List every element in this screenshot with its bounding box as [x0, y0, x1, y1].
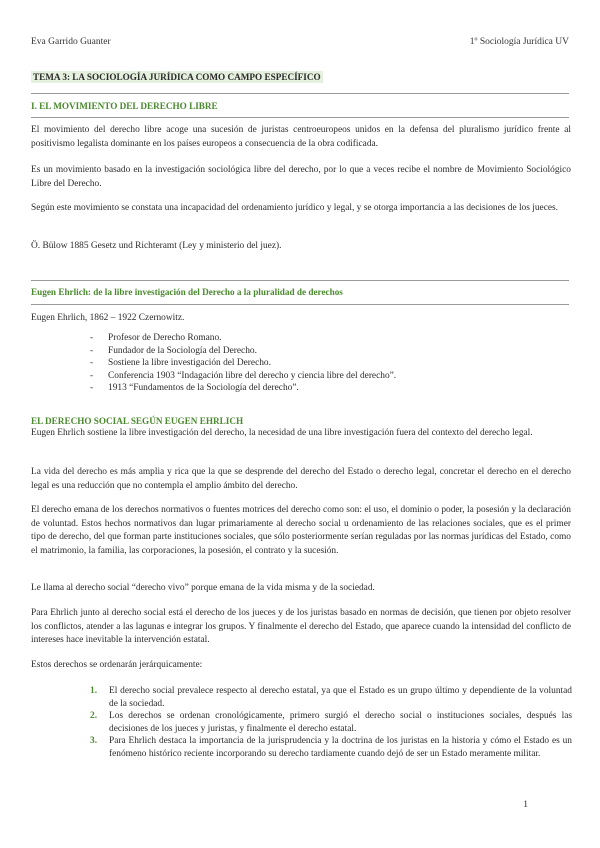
list-item-text: El derecho social prevalece respecto al derecho estatal, ya que el Estado es un grupo último y dependiente de la voluntad de la sociedad. — [109, 686, 572, 709]
section-heading-eugen-ehrlich: Eugen Ehrlich: de la libre investigación del Derecho a la pluralidad de derechos — [31, 287, 343, 297]
list-item-text: Para Ehrlich destaca la importancia de la jurisprudencia y la doctrina de los juristas en la historia y cómo el Estado es un fenómeno histórico reciente incorporando su derecho tardiamente cuando dejó de ser un Estado meramente militar. — [109, 736, 572, 759]
paragraph: Eugen Ehrlich sostiene la libre investigación del derecho, la necesidad de una libre investigación fuera del contexto del derecho legal. — [31, 428, 533, 438]
dash-marker: - — [90, 370, 94, 381]
list-number: 3. — [90, 736, 98, 747]
list-item-text: Profesor de Derecho Romano. — [108, 333, 222, 343]
numbered-list — [90, 685, 572, 761]
section-heading-derecho-social: EL DERECHO SOCIAL SEGÚN EUGEN EHRLICH — [31, 416, 244, 426]
paragraph: Para Ehrlich junto al derecho social está el derecho de los jueces y de los juristas basado en normas de decisión, que tienen por objeto resolver los conflictos, atender a las lagunas e integrar los grupos. Y finalmente el derecho del Estado, que aparece cuando la intensidad del conflicto de intereses hace inevitable la intervención estatal. — [31, 608, 571, 646]
paragraph: Estos derechos se ordenarán jerárquicamente: — [31, 660, 203, 670]
dash-marker: - — [90, 333, 94, 343]
page-number: 1 — [523, 800, 528, 810]
divider — [31, 117, 569, 118]
paragraph: Eugen Ehrlich, 1862 – 1922 Czernowitz. — [31, 313, 185, 323]
document-title: TEMA 3: LA SOCIOLOGÍA JURÍDICA COMO CAMPO ESPECÍFICO — [33, 72, 321, 82]
list-item — [90, 345, 396, 358]
paragraph: Le llama al derecho social “derecho vivo” porque emana de la vida misma y de la sociedad. — [31, 583, 375, 593]
list-item-text: Fundador de la Sociología del Derecho. — [108, 345, 257, 356]
list-item — [90, 370, 396, 383]
paragraph: Ö. Bülow 1885 Gesetz und Richteramt (Ley y ministerio del juez). — [31, 241, 282, 251]
list-item-text: Sostiene la libre investigación del Derecho. — [108, 358, 271, 369]
list-item — [90, 332, 396, 345]
dash-marker: - — [90, 358, 94, 369]
paragraph: El movimiento del derecho libre acoge una sucesión de juristas centroeuropeos unidos en la defensa del pluralismo jurídico frente al positivismo legalista dominante en los países europeos a consecuencia de la obra codificada. — [31, 125, 571, 149]
list-item-text: Los derechos se ordenan cronológicamente, primero surgió el derecho social o instituciones sociales, después las decisiones de los jueces y juristas, y finalmente el derecho estatal. — [109, 711, 572, 734]
divider — [31, 280, 569, 281]
paragraph: Es un movimiento basado en la investigación sociológica libre del derecho, por lo que a veces recibe el nombre de Movimiento Sociológico Libre del Derecho. — [31, 165, 571, 189]
list-item — [90, 735, 572, 760]
divider — [31, 304, 569, 305]
list-item-text: Conferencia 1903 “Indagación libre del derecho y ciencia libre del derecho”. — [108, 370, 397, 381]
section-heading-derecho-libre: I. EL MOVIMIENTO DEL DERECHO LIBRE — [31, 101, 218, 111]
list-number: 1. — [90, 686, 98, 696]
dash-marker: - — [90, 345, 94, 356]
list-number: 2. — [90, 711, 98, 722]
list-item-text: 1913 “Fundamentos de la Sociología del derecho”. — [108, 383, 299, 394]
paragraph: La vida del derecho es más amplia y rica que la que se desprende del derecho del Estado o derecho legal, concretar el derecho en el derecho legal es una reducción que no contempla el amplio ámbito del derecho. — [31, 467, 571, 491]
list-item — [90, 710, 572, 735]
divider — [31, 93, 569, 94]
paragraph: El derecho emana de los derechos normativos o fuentes motrices del derecho como son: el uso, el dominio o poder, la posesión y la declaración de voluntad. Estos hechos normativos dan lugar primariamente al derecho social u ordenamiento de las relaciones sociales, que es el primer tipo de derecho, del que forman parte instituciones sociales, que sólo posteriormente serían reguladas por las normas jurídicas del Estado, como el matrimonio, la familia, las corporaciones, la posesión, el contrato y la sucesión. — [31, 505, 571, 556]
header-course: 1º Sociología Jurídica UV — [469, 37, 569, 47]
paragraph: Según este movimiento se constata una incapacidad del ordenamiento jurídico y legal, y se otorga importancia a las decisiones de los jueces. — [31, 203, 559, 213]
list-item — [90, 357, 396, 370]
dash-marker: - — [90, 383, 94, 394]
list-item — [90, 685, 572, 710]
bullet-list — [90, 332, 396, 395]
list-item — [90, 382, 396, 395]
header-author: Eva Garrido Guanter — [31, 37, 111, 47]
